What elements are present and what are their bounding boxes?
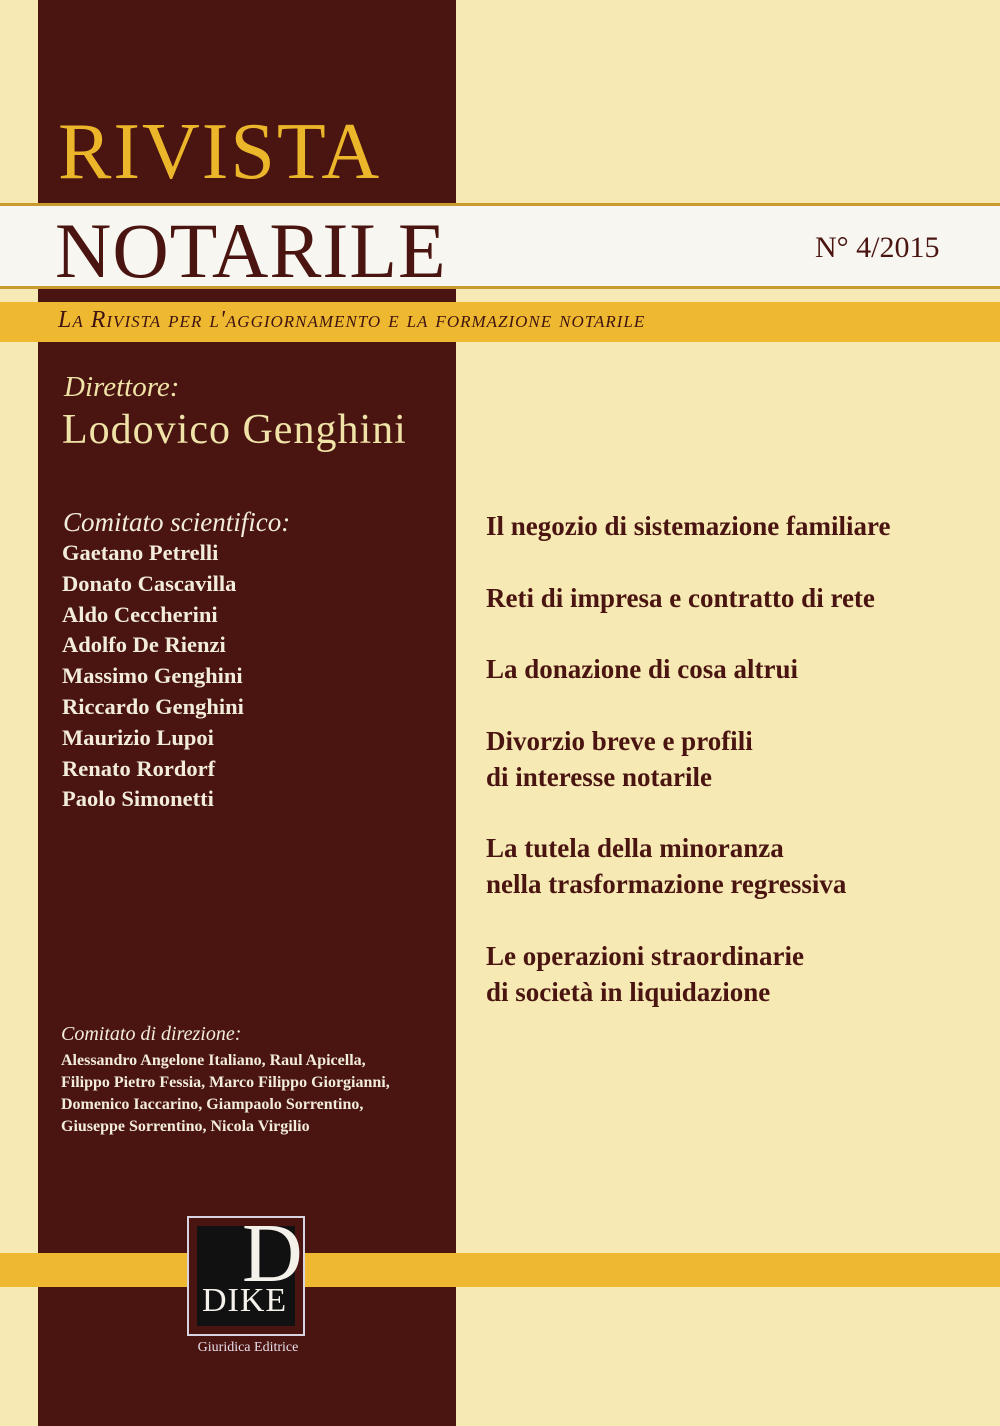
article-title (486, 830, 846, 902)
committee-member: Donato Cascavilla (62, 570, 237, 596)
article-line: Il negozio di sistemazione familiare (486, 511, 891, 541)
editorial-committee-list (61, 1050, 451, 1138)
dike-logo (187, 1207, 305, 1336)
article-title (486, 508, 890, 544)
scientific-committee-list (62, 538, 244, 815)
publisher-tagline: Giuridica Editrice (197, 1340, 299, 1355)
committee-member: Massimo Genghini (62, 663, 243, 689)
committee-member: Renato Rordorf (62, 755, 216, 781)
editorial-committee-line: Domenico Iaccarino, Giampaolo Sorrentino, (61, 1096, 364, 1113)
article-line: di interesse notarile (486, 762, 712, 792)
article-line: di società in liquidazione (486, 977, 771, 1007)
masthead-title-notarile: NOTARILE (55, 207, 447, 294)
committee-member: Aldo Ceccherini (62, 601, 218, 627)
article-title (486, 938, 804, 1010)
logo-name: DIKE (202, 1282, 288, 1319)
article-line: La tutela della minoranza (486, 833, 784, 863)
bottom-gold-band (0, 1253, 1000, 1287)
article-line: Le operazioni straordinarie (486, 941, 804, 971)
editorial-committee-line: Filippo Pietro Fessia, Marco Filippo Giorgianni, (61, 1074, 390, 1091)
masthead-title-rivista: RIVISTA (58, 108, 382, 196)
editorial-committee-line: Giuseppe Sorrentino, Nicola Virgilio (61, 1118, 310, 1135)
article-line: nella trasformazione regressiva (486, 869, 847, 899)
article-title (486, 580, 875, 616)
director-label: Direttore: (64, 371, 180, 403)
committee-member: Paolo Simonetti (62, 786, 214, 812)
article-line: Divorzio breve e profili (486, 726, 753, 756)
article-title (486, 651, 798, 687)
director-name: Lodovico Genghini (62, 407, 407, 453)
logo-letter: D (242, 1207, 303, 1300)
scientific-committee-label: Comitato scientifico: (63, 507, 291, 537)
editorial-committee-line: Alessandro Angelone Italiano, Raul Apicella, (61, 1052, 366, 1069)
committee-member: Adolfo De Rienzi (62, 632, 226, 658)
issue-number: N° 4/2015 (815, 231, 940, 264)
masthead-subtitle: La Rivista per l'aggiornamento e la formazione notarile (58, 307, 646, 333)
logo-inner-box (197, 1207, 303, 1326)
committee-member: Riccardo Genghini (62, 693, 244, 719)
editorial-committee-label: Comitato di direzione: (61, 1023, 242, 1045)
article-title (486, 723, 753, 795)
committee-member: Maurizio Lupoi (62, 724, 214, 750)
article-line: La donazione di cosa altrui (486, 654, 799, 684)
article-line: Reti di impresa e contratto di rete (486, 583, 875, 613)
committee-member: Gaetano Petrelli (62, 540, 219, 565)
